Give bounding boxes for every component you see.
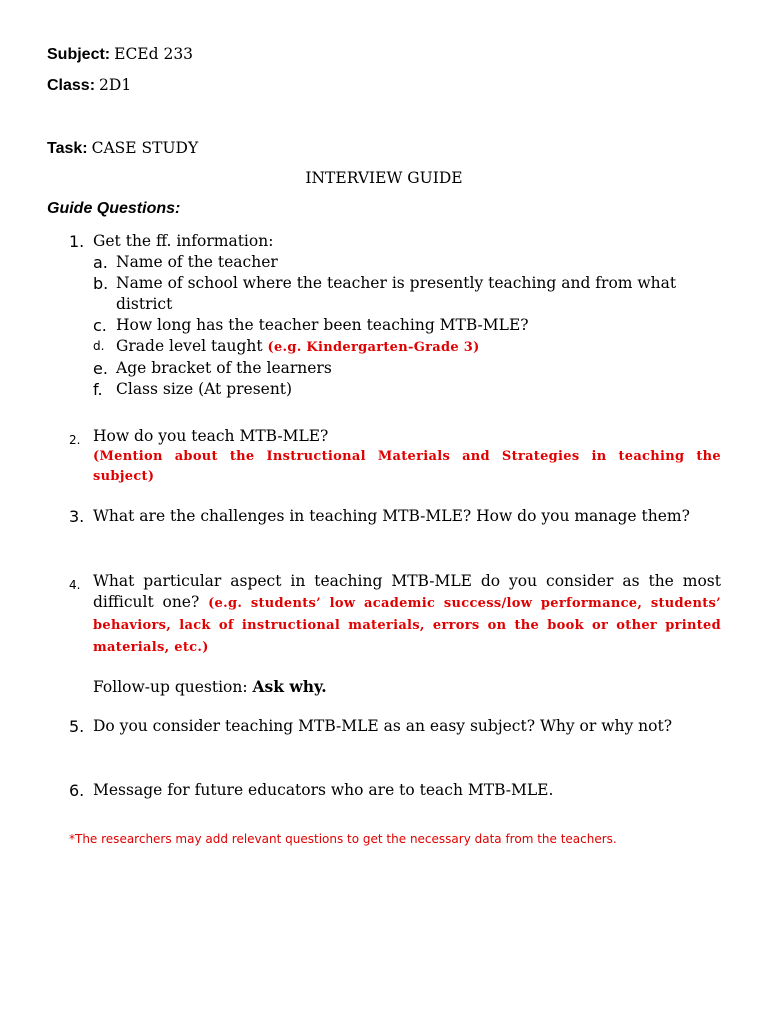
question-number: 4. bbox=[69, 578, 81, 592]
question-note: (Mention about the Instructional Materials and Strategies in teaching the subject) bbox=[93, 449, 721, 484]
item-text: Name of the teacher bbox=[116, 253, 278, 271]
question-number: 3. bbox=[69, 507, 85, 526]
list-item bbox=[93, 252, 721, 273]
question-4 bbox=[69, 571, 721, 698]
class-line bbox=[47, 75, 131, 95]
item-letter: b. bbox=[93, 274, 109, 293]
item-text: Grade level taught bbox=[116, 337, 263, 355]
question-text: What are the challenges in teaching MTB-MLE? How do you manage them? bbox=[93, 507, 690, 525]
followup-emphasis: Ask why. bbox=[252, 677, 327, 696]
item-letter: a. bbox=[93, 253, 108, 272]
item-text-continued: district bbox=[116, 295, 173, 313]
item-letter: e. bbox=[93, 359, 108, 378]
class-label: Class: bbox=[47, 77, 96, 94]
item-text: Class size (At present) bbox=[116, 380, 293, 398]
question-text: Do you consider teaching MTB-MLE as an easy subject? Why or why not? bbox=[93, 717, 673, 735]
item-note: (e.g. Kindergarten-Grade 3) bbox=[267, 340, 480, 355]
question-number: 6. bbox=[69, 781, 85, 800]
list-item bbox=[93, 273, 721, 315]
question-number: 2. bbox=[69, 433, 81, 447]
question-text: Get the ff. information: bbox=[93, 232, 274, 250]
item-text: Name of school where the teacher is presently teaching and from what bbox=[116, 274, 677, 292]
list-item bbox=[93, 358, 721, 379]
question-5 bbox=[69, 716, 721, 737]
subject-line bbox=[47, 44, 193, 64]
question-text: Message for future educators who are to teach MTB-MLE. bbox=[93, 781, 554, 799]
question-text: How do you teach MTB-MLE? bbox=[93, 427, 329, 445]
question-text: What particular aspect in teaching MTB-MLE do you consider as the most difficult one? bbox=[93, 572, 721, 611]
subject-label: Subject: bbox=[47, 46, 111, 63]
question-number: 5. bbox=[69, 717, 85, 736]
guide-questions-heading: Guide Questions: bbox=[47, 200, 181, 217]
subject-value: ECEd 233 bbox=[114, 45, 194, 63]
item-letter: f. bbox=[93, 380, 103, 399]
question-3 bbox=[69, 506, 721, 527]
document-title: INTERVIEW GUIDE bbox=[305, 169, 463, 187]
question-6 bbox=[69, 780, 721, 801]
question-1 bbox=[69, 231, 721, 400]
followup-label: Follow-up question: bbox=[93, 678, 248, 696]
question-number: 1. bbox=[69, 232, 85, 251]
item-letter: d. bbox=[93, 339, 105, 353]
footnote: *The researchers may add relevant questions to get the necessary data from the teachers. bbox=[69, 832, 617, 846]
item-letter: c. bbox=[93, 316, 107, 335]
question-2 bbox=[69, 426, 721, 487]
list-item bbox=[93, 315, 721, 336]
list-item bbox=[93, 336, 721, 358]
list-item bbox=[93, 379, 721, 400]
task-line bbox=[47, 138, 198, 158]
class-value: 2D1 bbox=[99, 76, 132, 94]
question-note: (e.g. students’ low academic success/low performance, students’ behaviors, lack of instructional materials, errors on the book or other printed materials, etc.) bbox=[93, 596, 721, 655]
task-label: Task: bbox=[47, 140, 88, 157]
item-text: How long has the teacher been teaching MTB-MLE? bbox=[116, 316, 529, 334]
followup-line bbox=[93, 676, 721, 698]
item-text: Age bracket of the learners bbox=[116, 359, 332, 377]
task-value: CASE STUDY bbox=[91, 139, 199, 157]
